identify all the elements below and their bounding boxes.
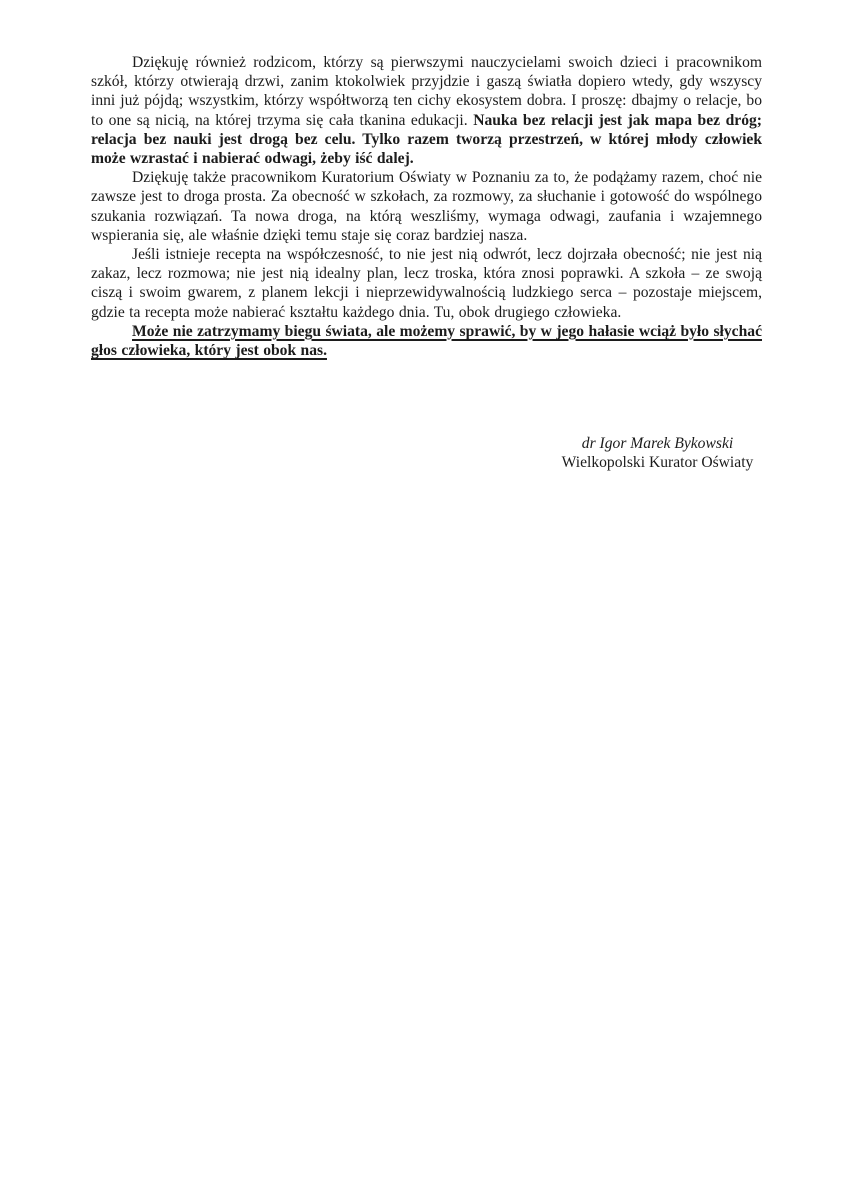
- text-segment: Dziękuję także pracownikom Kuratorium Oświaty w Poznaniu za to, że podążamy razem, choć nie zawsze jest to droga prosta. Za obecność w szkołach, za rozmowy, za słuchanie i gotowość do wspólnego szukania rozwiązań. Ta nowa droga, na którą weszliśmy, wymaga odwagi, zaufania i wzajemnego wspierania się, ale właśnie dzięki temu staje się coraz bardziej nasza.: [91, 169, 762, 244]
- paragraph-closing-statement: [91, 322, 762, 360]
- signature-block: [540, 434, 775, 473]
- document-body: [91, 53, 762, 360]
- text-segment: Jeśli istnieje recepta na współczesność, to nie jest nią odwrót, lecz dojrzała obecność; nie jest nią zakaz, lecz rozmowa; nie jest nią idealny plan, lecz troska, która znosi poprawki. A szkoła – ze swoją ciszą i swoim gwarem, z planem lekcji i nieprzewidywalnością ludzkiego serca – pozostaje miejscem, gdzie ta recepta może nabierać kształtu każdego dnia. Tu, obok drugiego człowieka.: [91, 246, 762, 321]
- signature-name: dr Igor Marek Bykowski: [581, 435, 734, 452]
- text-segment: Nauka bez relacji jest jak mapa bez dróg; relacja bez nauki jest drogą bez celu. Tylko razem tworzą przestrzeń, w której młody człowiek może wzrastać i nabierać odwagi, żeby iść dalej.: [91, 111, 762, 168]
- text-segment: Może nie zatrzymamy biegu świata, ale możemy sprawić, by w jego hałasie wciąż było słychać głos człowieka, który jest obok nas.: [91, 322, 762, 360]
- paragraph-thanks-kuratorium: [91, 168, 762, 245]
- signature-title: Wielkopolski Kurator Oświaty: [561, 454, 754, 472]
- paragraph-recipe: [91, 245, 762, 322]
- text-segment: Dziękuję również rodzicom, którzy są pierwszymi nauczycielami swoich dzieci i pracownikom szkół, którzy otwierają drzwi, zanim ktokolwiek przyjdzie i gaszą światła dopiero wtedy, gdy wszyscy inni już pójdą; wszystkim, którzy współtworzą ten cichy ekosystem dobra. I proszę: dbajmy o relacje, bo to one są nicią, na której trzyma się cała tkanina edukacji.: [91, 54, 762, 129]
- paragraph-thanks-parents: [91, 53, 762, 168]
